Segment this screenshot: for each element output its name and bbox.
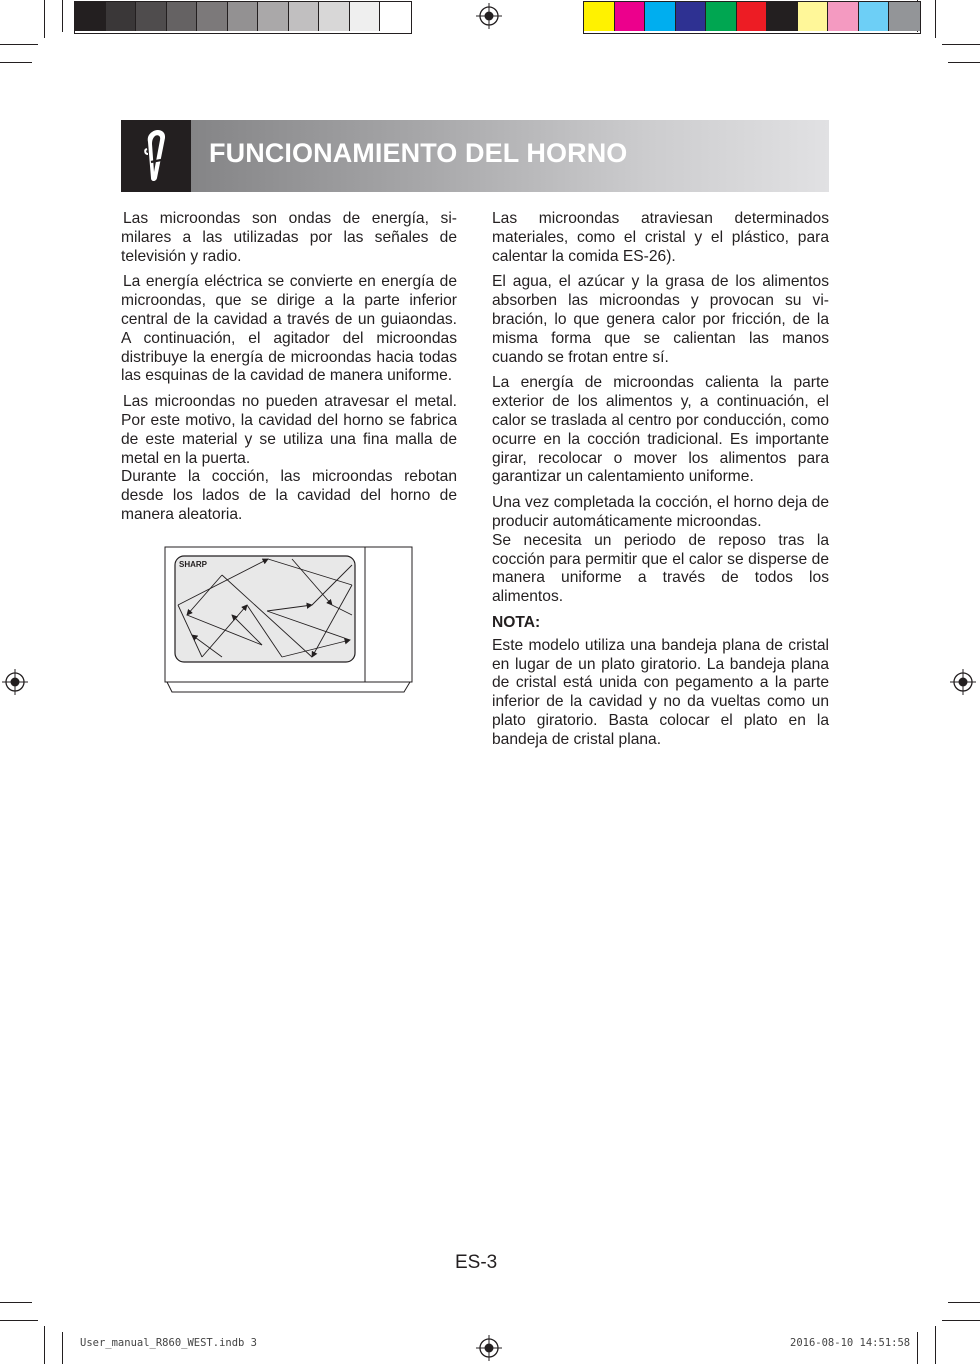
color-swatch	[289, 2, 320, 31]
color-swatch	[798, 2, 829, 31]
color-swatch	[106, 2, 137, 31]
paragraph: Las microondas son ondas de energía, similares a las utilizadas por las señales de televisión y radio.	[121, 210, 457, 265]
paragraph: Una vez completada la cocción, el horno deja de producir automáticamente microondas.	[492, 494, 829, 530]
color-swatch	[350, 2, 381, 31]
note-heading: NOTA:	[492, 613, 541, 631]
pencil-icon	[121, 120, 191, 192]
paragraph: La energía de microondas calienta la parte exterior de los alimentos y, a continuación, el calor se traslada al centro por conducción, como ocurre en la cocción tradicional. Es importante girar, recolocar o mover los alimentos para garantizar un calentamiento uniforme.	[492, 374, 829, 486]
color-swatch	[859, 2, 890, 31]
section-header	[121, 120, 829, 192]
paragraph: Durante la cocción, las microondas rebotan desde los lados de la cavidad del horno de manera aleatoria.	[121, 468, 457, 523]
slug-timestamp: 2016-08-10 14:51:58	[790, 1337, 911, 1349]
color-swatch	[167, 2, 198, 31]
paragraph: El agua, el azúcar y la grasa de los alimentos absorben las microondas y provocan su vibración, lo que genera calor por fricción, de la misma forma que se calientan las manos cuando se frotan entre sí.	[492, 273, 829, 366]
color-swatch	[258, 2, 289, 31]
color-swatch	[197, 2, 228, 31]
color-swatch	[615, 2, 646, 31]
color-swatch	[228, 2, 259, 31]
color-swatch	[737, 2, 768, 31]
color-swatch	[706, 2, 737, 31]
slug-filename: User_manual_R860_WEST.indb 3	[80, 1337, 258, 1349]
color-swatch	[767, 2, 798, 31]
paragraph: La energía eléctrica se convierte en energía de microondas, que se dirige a la parte inferior central de la cavidad a través de un guiaondas. A continuación, el agitador del microondas distribuye la energía de microondas hacia todas las esquinas de la cavidad de manera uniforme.	[121, 273, 457, 385]
color-swatch	[645, 2, 676, 31]
registration-mark-top-icon	[476, 3, 502, 29]
microwave-diagram	[162, 545, 414, 695]
color-swatch	[828, 2, 859, 31]
gray-color-bar	[74, 1, 412, 34]
color-swatch	[319, 2, 350, 31]
color-swatch	[584, 2, 615, 31]
color-swatch	[889, 2, 920, 31]
page-number: ES-3	[455, 1252, 498, 1273]
section-title: FUNCIONAMIENTO DEL HORNO	[209, 138, 628, 168]
registration-mark-bottom-icon	[476, 1335, 502, 1361]
left-column	[121, 210, 457, 532]
color-swatch	[676, 2, 707, 31]
paragraph: Las microondas no pueden atravesar el metal. Por este motivo, la cavidad del horno se fabrica de este material y se utiliza una fina malla de metal en la puerta.	[121, 393, 457, 467]
registration-mark-left-icon	[2, 669, 28, 695]
color-swatch	[136, 2, 167, 31]
registration-mark-right-icon	[950, 669, 976, 695]
paragraph: Se necesita un periodo de reposo tras la cocción para permitir que el calor se disperse de manera uniforme a través de todos los alimentos.	[492, 531, 829, 606]
color-swatch	[75, 2, 106, 31]
paragraph: Las microondas atraviesan determinados materiales, como el cristal y el plástico, para calentar la comida ES-26).	[492, 210, 829, 265]
color-swatch	[380, 2, 411, 31]
process-color-bar	[583, 1, 921, 34]
sharp-logo: SHARP	[179, 560, 208, 569]
note-text: Este modelo utiliza una bandeja plana de cristal en lugar de un plato giratorio. La bandeja plana de cristal está unida con pegamento a la parte inferior de la cavidad y no da vueltas como un plato giratorio. Basta colocar el plato en la bandeja de cristal plana.	[492, 636, 829, 748]
right-column	[492, 210, 829, 757]
